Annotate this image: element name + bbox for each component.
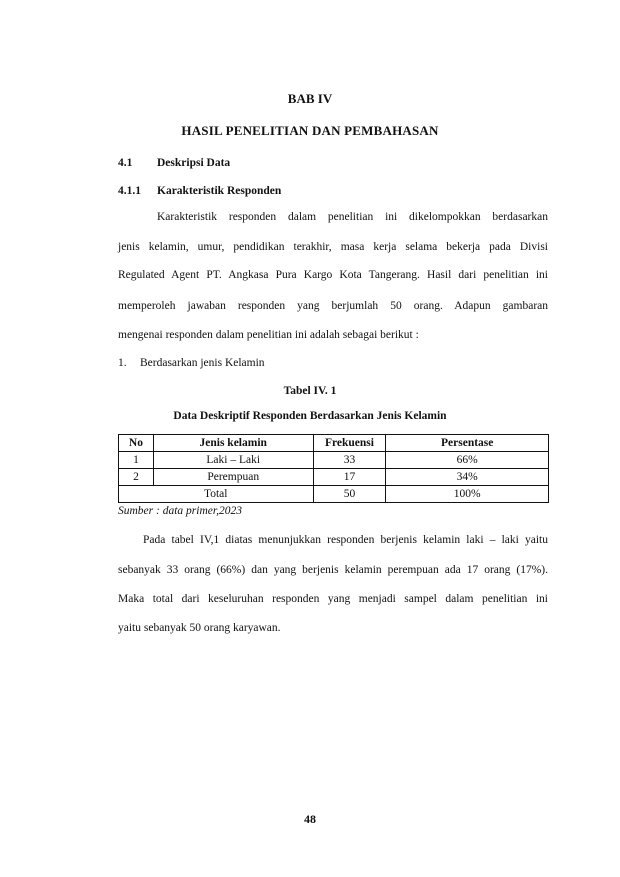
paragraph-line: mengenai responden dalam penelitian ini adalah sebagai berikut :: [118, 329, 419, 341]
table-label: Tabel IV. 1: [283, 385, 337, 397]
column-header: No: [119, 435, 154, 452]
paragraph-line: sebanyak 33 orang (66%) dan yang berjenis kelamin perempuan ada 17 orang (17%).: [118, 564, 548, 576]
section-number: 4.1: [118, 157, 133, 169]
table-header-row: [119, 435, 549, 452]
table-cell: 2: [119, 469, 154, 486]
table-cell: Perempuan: [153, 469, 313, 486]
list-item-text: Berdasarkan jenis Kelamin: [140, 357, 265, 369]
table-row: [119, 452, 549, 469]
paragraph-line: jenis kelamin, umur, pendidikan terakhir, masa kerja selama bekerja pada Divisi: [118, 241, 548, 253]
table-cell: 33: [313, 452, 386, 469]
table-cell: 1: [119, 452, 154, 469]
paragraph-line: Maka total dari keseluruhan responden yang menjadi sampel dalam penelitian ini: [118, 593, 548, 605]
list-item-number: 1.: [118, 357, 127, 369]
column-header: Persentase: [386, 435, 549, 452]
table-source: Sumber : data primer,2023: [118, 505, 242, 517]
table-cell: Laki – Laki: [153, 452, 313, 469]
table-row: [119, 469, 549, 486]
table-cell: 17: [313, 469, 386, 486]
page-number: 48: [304, 812, 316, 826]
paragraph-line: memperoleh jawaban responden yang berjumlah 50 orang. Adapun gambaran: [118, 300, 548, 312]
total-percentage: 100%: [386, 486, 549, 503]
total-frequency: 50: [313, 486, 386, 503]
respondent-gender-table: [118, 434, 549, 503]
chapter-number: BAB IV: [287, 91, 333, 106]
paragraph-line: yaitu sebanyak 50 orang karyawan.: [118, 622, 281, 634]
column-header: Jenis kelamin: [153, 435, 313, 452]
table-cell: 34%: [386, 469, 549, 486]
section-title: Deskripsi Data: [157, 157, 231, 169]
subsection-number: 4.1.1: [118, 185, 141, 197]
paragraph-line: Karakteristik responden dalam penelitian ini dikelompokkan berdasarkan: [157, 211, 548, 223]
paragraph-line: Pada tabel IV,1 diatas menunjukkan responden berjenis kelamin laki – laki yaitu: [143, 534, 548, 546]
total-label: Total: [119, 486, 314, 503]
column-header: Frekuensi: [313, 435, 386, 452]
table-cell: 66%: [386, 452, 549, 469]
table-total-row: [119, 486, 549, 503]
paragraph-line: Regulated Agent PT. Angkasa Pura Kargo Kota Tangerang. Hasil dari penelitian ini: [118, 269, 548, 281]
chapter-title: HASIL PENELITIAN DAN PEMBAHASAN: [181, 123, 439, 138]
table-caption: Data Deskriptif Responden Berdasarkan Jenis Kelamin: [173, 410, 447, 422]
subsection-title: Karakteristik Responden: [157, 185, 282, 197]
